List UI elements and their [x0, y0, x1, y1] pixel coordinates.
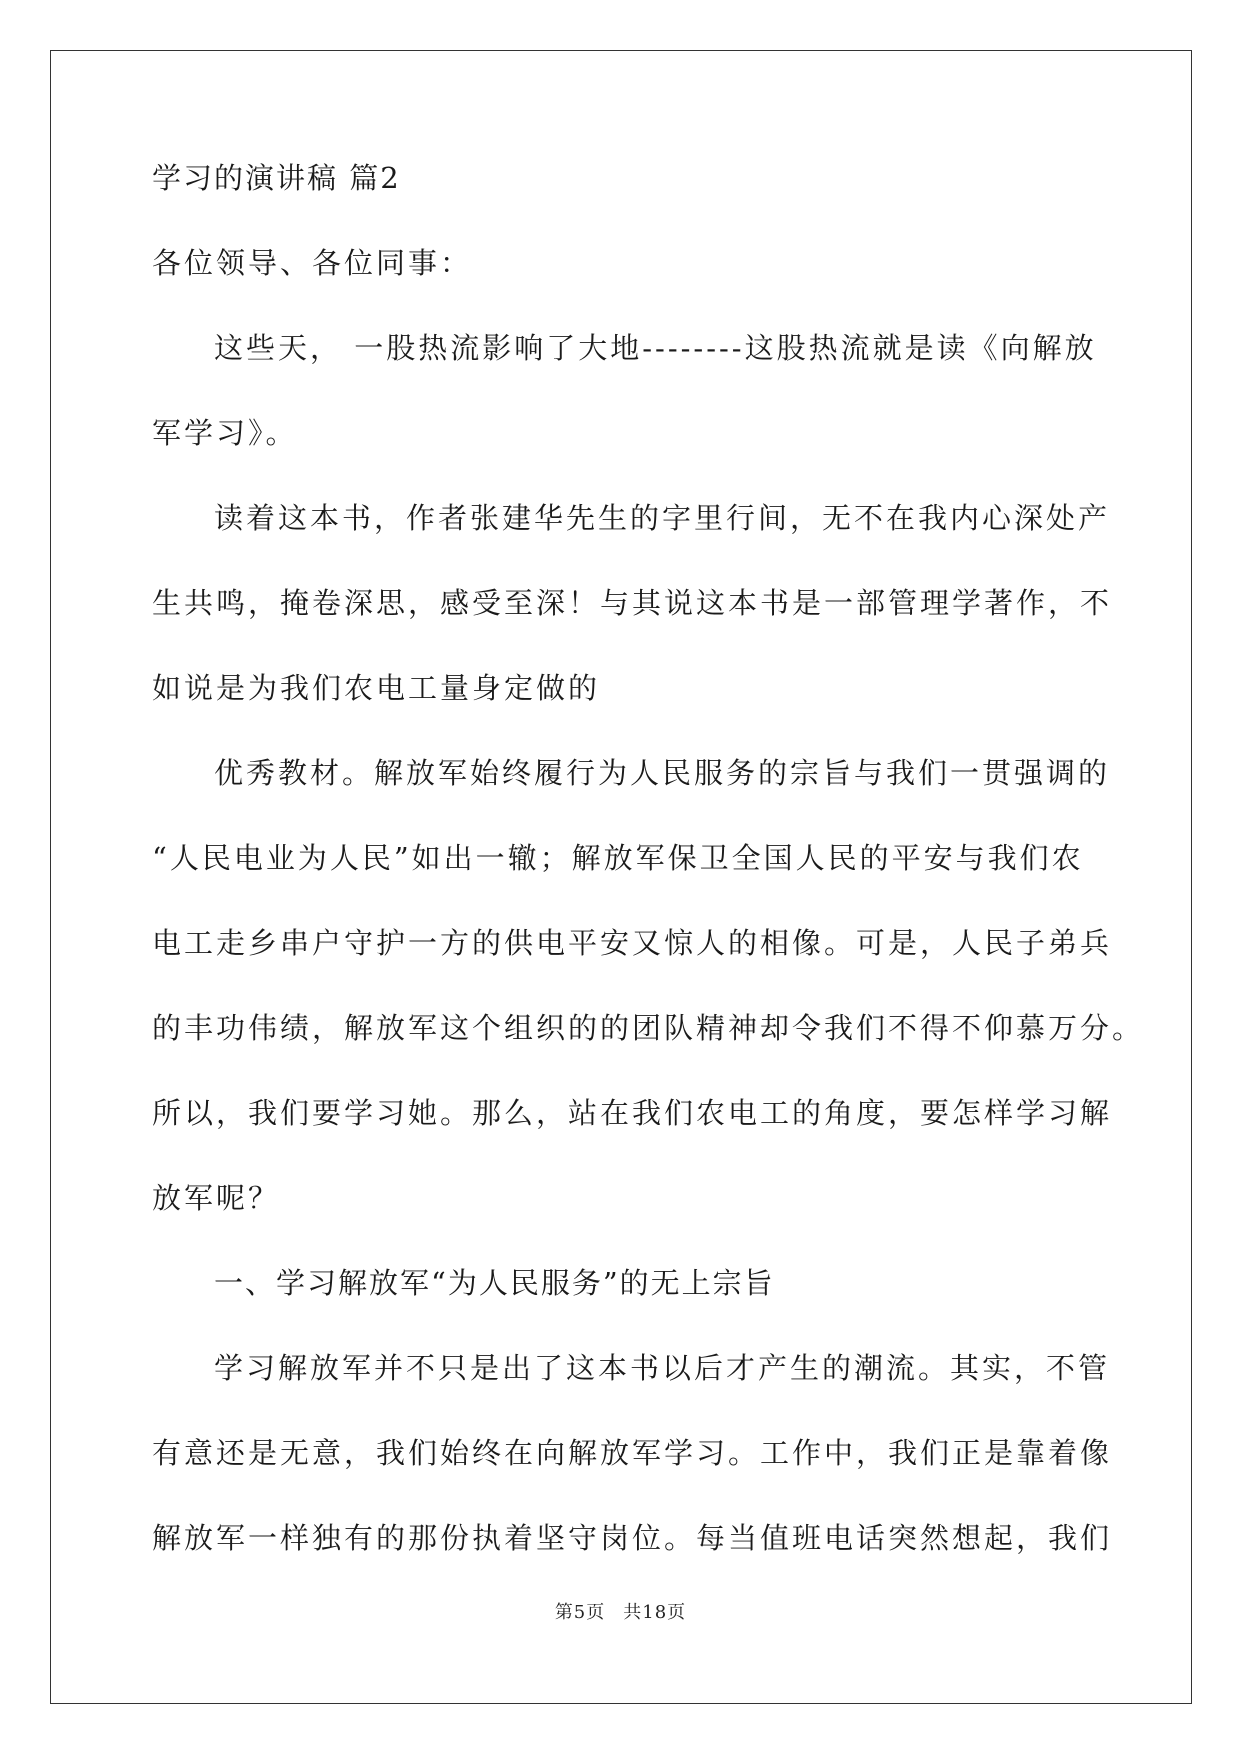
- paragraph-line: 这些天， 一股热流影响了大地--------这股热流就是读《向解放: [214, 331, 1097, 365]
- paragraph-line: 读着这本书，作者张建华先生的字里行间，无不在我内心深处产: [214, 501, 1111, 535]
- paragraph-line: 的丰功伟绩，解放军这个组织的的团队精神却令我们不得不仰慕万分。: [152, 1011, 1145, 1045]
- salutation: 各位领导、各位同事：: [152, 246, 473, 280]
- paragraph-line: 军学习》。: [152, 416, 298, 450]
- paragraph-line: 电工走乡串户守护一方的供电平安又惊人的相像。可是，人民子弟兵: [152, 926, 1113, 960]
- document-title: 学习的演讲稿 篇2: [152, 161, 401, 195]
- paragraph-line: 放军呢？: [152, 1181, 281, 1215]
- page-footer: [0, 1598, 1241, 1624]
- section-heading: 一、学习解放军“为人民服务”的无上宗旨: [214, 1266, 775, 1300]
- paragraph-line: 所以，我们要学习她。那么，站在我们农电工的角度，要怎样学习解: [152, 1096, 1113, 1130]
- page-number: 第5页: [554, 1602, 606, 1623]
- paragraph-line: 学习解放军并不只是出了这本书以后才产生的潮流。其实，不管: [214, 1351, 1111, 1385]
- paragraph-line: 解放军一样独有的那份执着坚守岗位。每当值班电话突然想起，我们: [152, 1521, 1113, 1555]
- page-total: 共18页: [623, 1602, 687, 1623]
- paragraph-line: 如说是为我们农电工量身定做的: [152, 671, 601, 705]
- paragraph-line: “人民电业为人民”如出一辙；解放军保卫全国人民的平安与我们农: [152, 841, 1084, 875]
- paragraph-line: 有意还是无意，我们始终在向解放军学习。工作中，我们正是靠着像: [152, 1436, 1113, 1470]
- paragraph-line: 优秀教材。解放军始终履行为人民服务的宗旨与我们一贯强调的: [214, 756, 1111, 790]
- document-body: [152, 160, 1145, 1605]
- paragraph-line: 生共鸣，掩卷深思，感受至深！与其说这本书是一部管理学著作，不: [152, 586, 1113, 620]
